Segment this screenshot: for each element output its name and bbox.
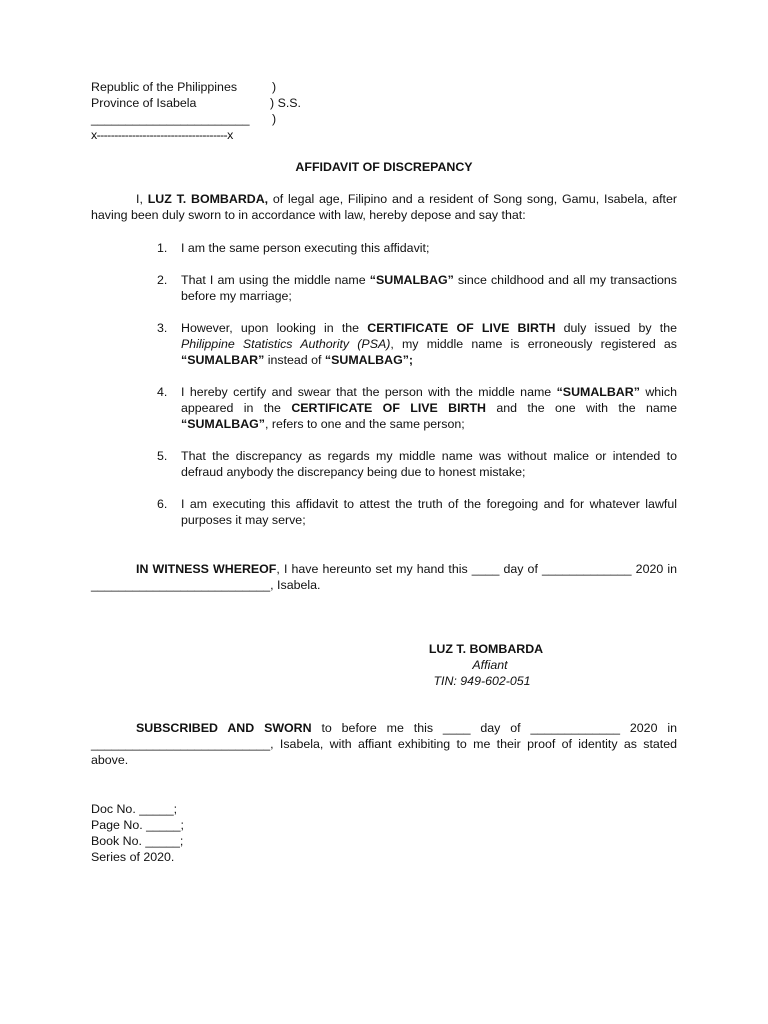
jurat-lead: SUBSCRIBED AND SWORN <box>136 721 312 735</box>
item-text <box>181 384 677 432</box>
item-number: 5. <box>157 449 168 463</box>
venue-ss: ) S.S. <box>270 96 301 110</box>
venue-republic: Republic of the Philippines <box>91 80 238 94</box>
item-text: I am executing this affidavit to attest the truth of the foregoing and for whatever lawful purposes it may serve; <box>181 497 677 527</box>
item-number: 4. <box>157 385 168 399</box>
item-number: 3. <box>157 321 168 335</box>
item-text: I am the same person executing this affidavit; <box>181 241 430 255</box>
item-number: 1. <box>157 241 168 255</box>
jurat-paragraph <box>91 720 677 768</box>
venue-blank: _______________________ <box>91 112 250 126</box>
notarial-doc-no: Doc No. _____; <box>91 802 178 816</box>
agency-name: Philippine Statistics Authority (PSA) <box>181 337 391 351</box>
venue-province: Province of Isabela <box>91 96 197 110</box>
text-run: I hereby certify and swear that the person with the middle name <box>181 385 557 399</box>
middle-name-correct: “SUMALBAG”; <box>324 353 414 367</box>
affiant-name-inline: LUZ T. BOMBARDA, <box>147 192 269 206</box>
item-number: 6. <box>157 497 168 511</box>
venue-divider: x-------------------------------------x <box>91 128 233 142</box>
item-text <box>181 320 677 368</box>
text-run: which appeared in the <box>181 385 677 415</box>
notarial-page-no: Page No. _____; <box>91 818 185 832</box>
middle-name-correct: “SUMALBAG” <box>369 273 454 287</box>
item-number: 2. <box>157 273 168 287</box>
certificate-name: CERTIFICATE OF LIVE BIRTH <box>291 401 487 415</box>
witness-paragraph <box>91 561 677 593</box>
text-run: duly issued by the <box>555 321 677 335</box>
text-run: instead of <box>264 353 325 367</box>
text-run: That I am using the middle name <box>181 273 370 287</box>
intro-start: I, <box>136 192 148 206</box>
witness-lead: IN WITNESS WHEREOF <box>136 562 277 576</box>
item-text <box>181 272 677 304</box>
intro-rest: of legal age, Filipino and a resident of Song song, Gamu, Isabela, after having been duly sworn to in accordance with law, hereby depose and say that: <box>91 192 677 222</box>
signature-role: Affiant <box>472 658 508 672</box>
middle-name-erroneous: “SUMALBAR” <box>556 385 640 399</box>
certificate-name: CERTIFICATE OF LIVE BIRTH <box>367 321 556 335</box>
venue-paren-3: ) <box>272 112 277 126</box>
text-run: However, upon looking in the <box>181 321 368 335</box>
witness-rest: , I have hereunto set my hand this ____ day of _____________ 2020 in __________________________, Isabela. <box>91 562 677 592</box>
text-run: , my middle name is erroneously registered as <box>390 337 677 351</box>
text-run: and the one with the name <box>486 401 678 415</box>
middle-name-erroneous: “SUMALBAR” <box>181 353 265 367</box>
item-text: That the discrepancy as regards my middle name was without malice or intended to defraud anybody the discrepancy being due to honest mistake; <box>181 449 677 479</box>
signature-tin: TIN: 949-602-051 <box>433 674 531 688</box>
signature-name: LUZ T. BOMBARDA <box>428 642 544 656</box>
notarial-book-no: Book No. _____; <box>91 834 184 848</box>
notarial-series: Series of 2020. <box>91 850 175 864</box>
document-title: AFFIDAVIT OF DISCREPANCY <box>295 160 473 174</box>
jurat-rest: to before me this ____ day of _____________ 2020 in __________________________, Isabela, with affiant exhibiting to me their proof of identity as stated above. <box>91 721 677 767</box>
middle-name-correct: “SUMALBAG” <box>181 417 265 431</box>
intro-paragraph <box>91 191 677 223</box>
text-run: since childhood and all my transactions before my marriage; <box>181 273 677 303</box>
venue-paren-1: ) <box>272 80 277 94</box>
text-run: , refers to one and the same person; <box>264 417 465 431</box>
